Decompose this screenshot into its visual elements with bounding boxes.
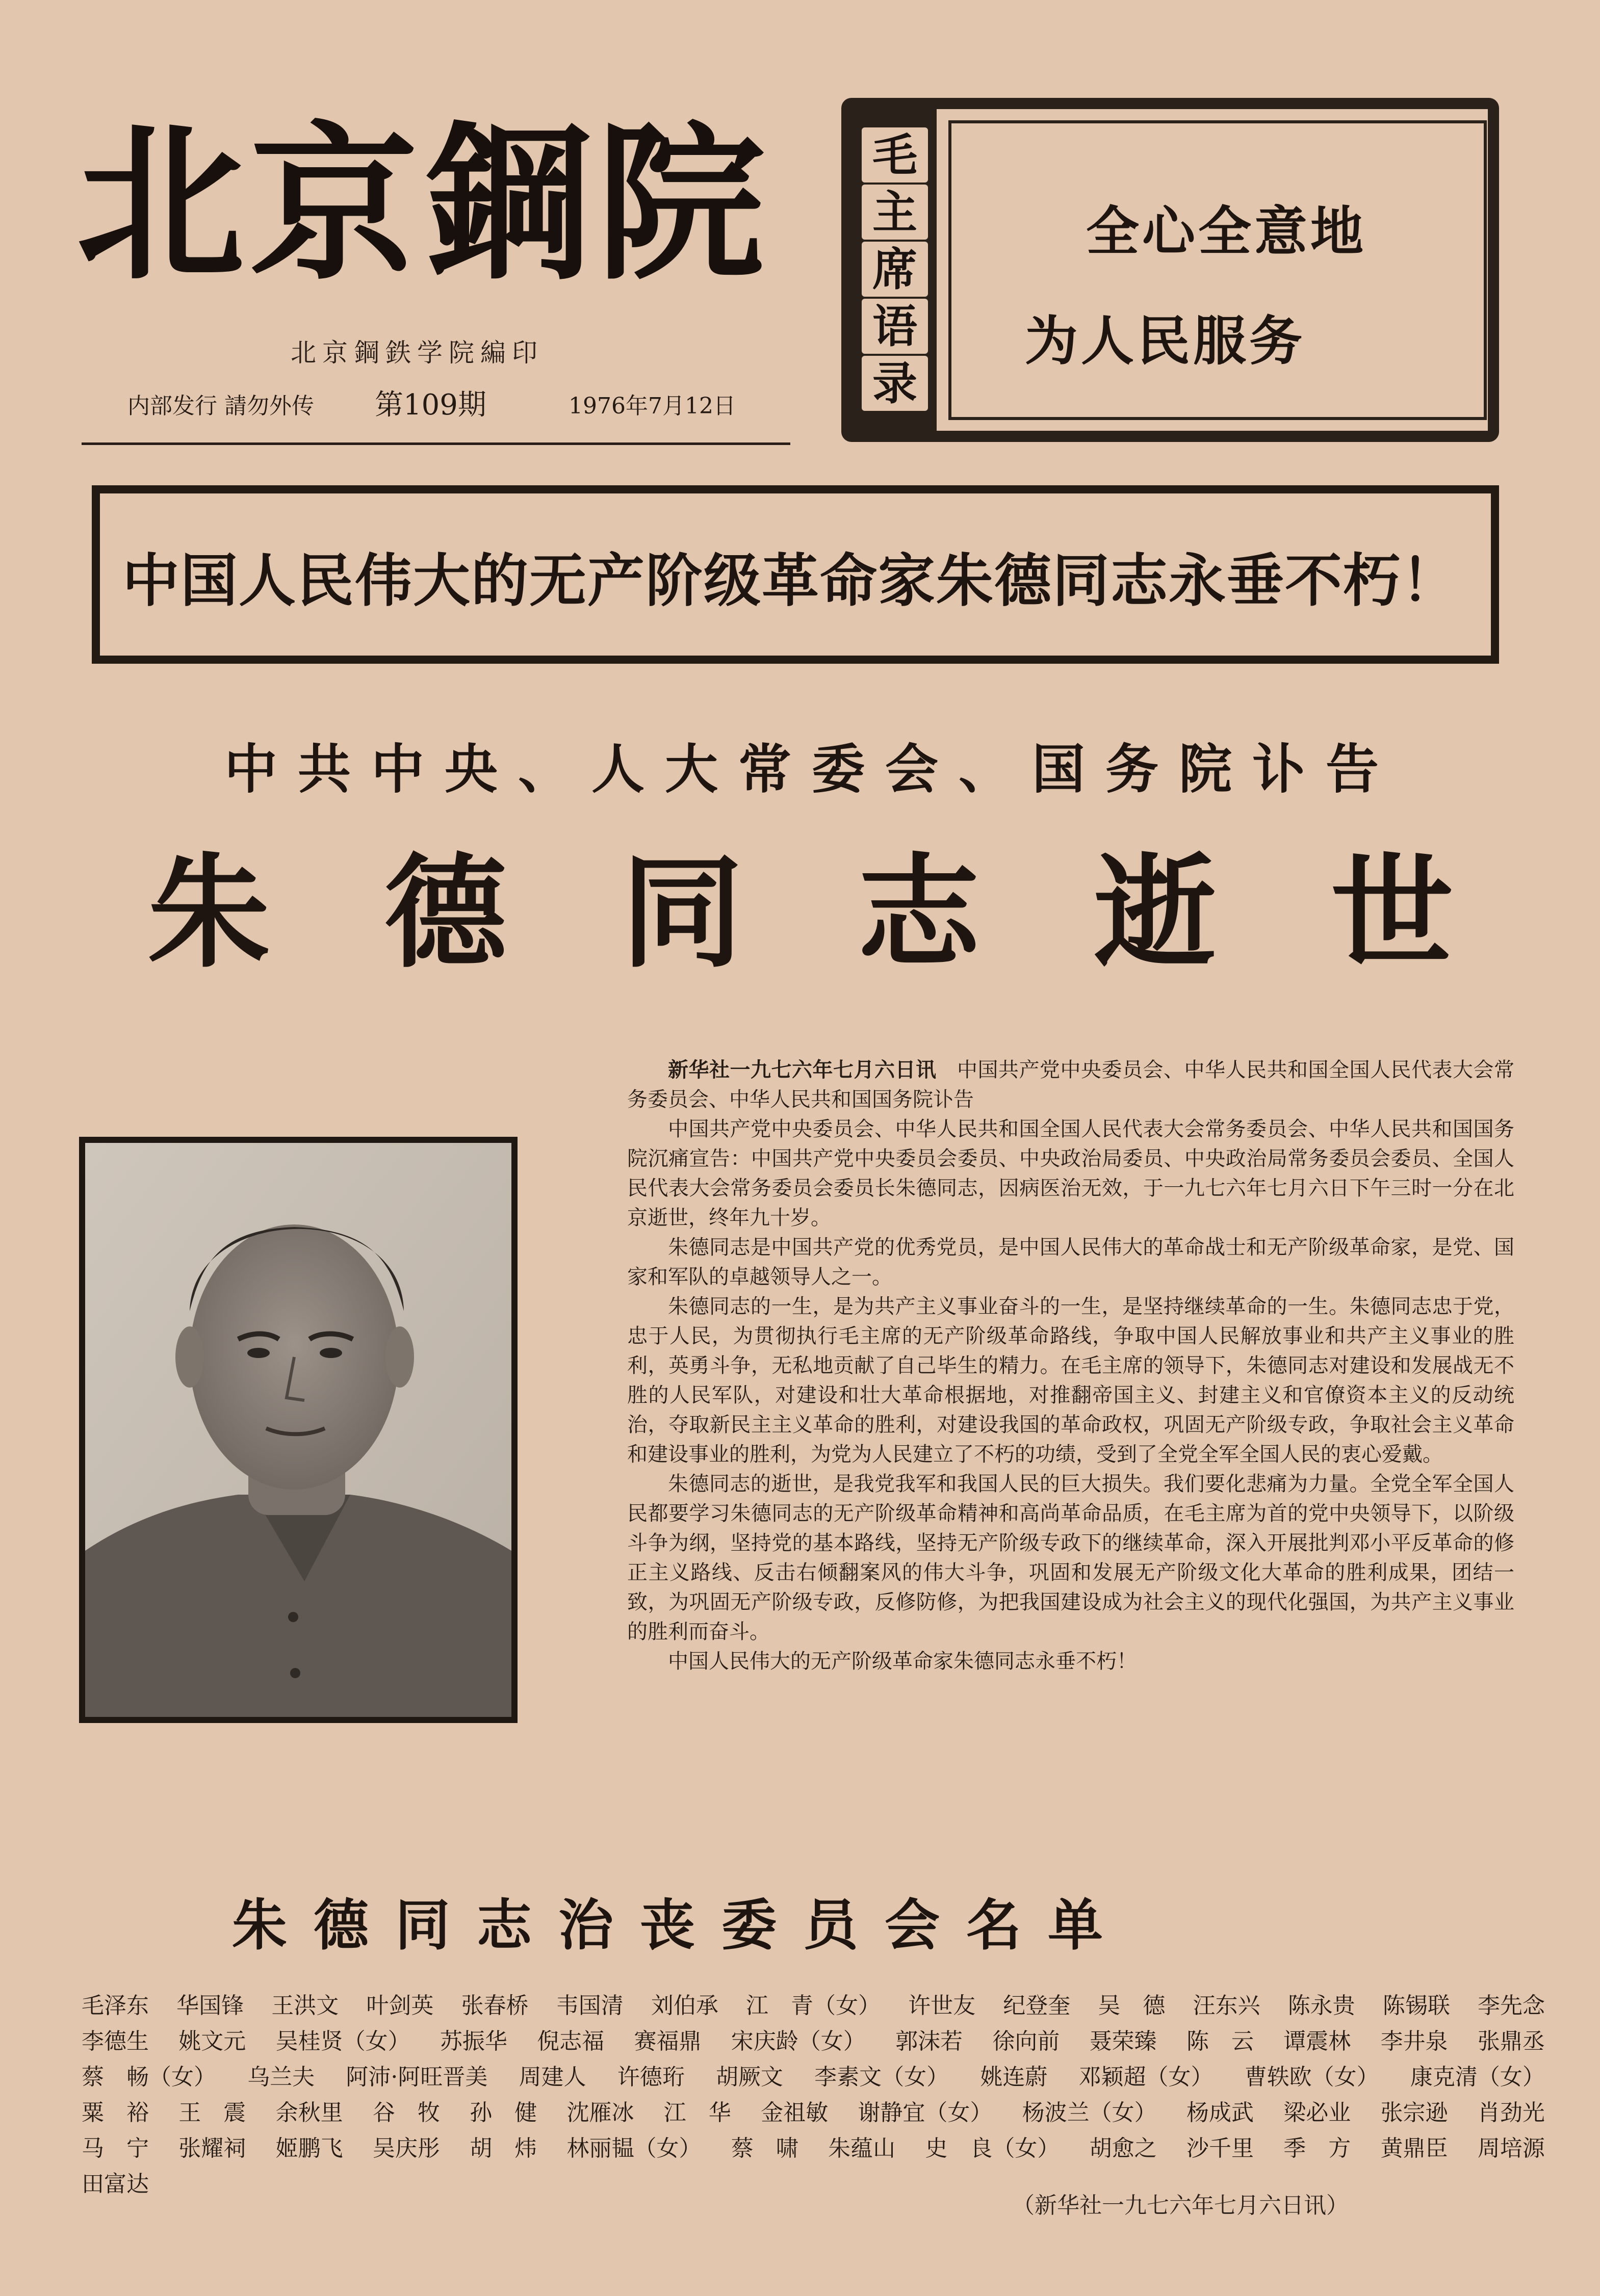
committee-member-name: 张耀祠 [178, 2135, 246, 2161]
committee-member-name: 宋庆龄（女） [731, 2028, 866, 2054]
subheadline: 中共中央、人大常委会、国务院讣告 [224, 738, 1400, 800]
portrait-photo [79, 1137, 518, 1723]
committee-member-name: 张春桥 [461, 1993, 529, 2019]
quotation-label-char: 主 [862, 185, 928, 240]
quotation-inner-frame [948, 120, 1487, 420]
committee-member-name: 金祖敏 [761, 2100, 829, 2126]
committee-member-name: 吴 德 [1098, 1993, 1166, 2019]
committee-row [82, 2095, 1545, 2131]
headline-char: 世 [1330, 841, 1453, 984]
committee-member-name: 史 良（女） [925, 2135, 1060, 2161]
committee-member-name: 田富达 [82, 2171, 149, 2197]
committee-member-name: 张宗逊 [1380, 2100, 1448, 2126]
committee-row [82, 2059, 1545, 2095]
committee-member-name: 王洪文 [271, 1993, 339, 2019]
committee-member-name: 毛泽东 [82, 1993, 149, 2019]
committee-member-name: 沙千里 [1186, 2135, 1254, 2161]
committee-member-name: 叶剑英 [366, 1993, 434, 2019]
headline-char: 逝 [1094, 841, 1217, 984]
article-lead: 中国共产党中央委员会、中华人民共和国全国人民代表大会常务委员会、中华人民共和国国务院讣告 [627, 1058, 1514, 1111]
committee-member-name: 蔡 畅（女） [82, 2064, 216, 2090]
committee-member-name: 梁必业 [1283, 2100, 1351, 2126]
committee-member-name: 粟 裕 [82, 2100, 149, 2126]
committee-member-name: 谷 牧 [372, 2100, 440, 2126]
committee-member-name: 康克清（女） [1410, 2064, 1545, 2090]
committee-member-name: 蔡 啸 [731, 2135, 798, 2161]
headline-char: 德 [384, 841, 507, 984]
committee-member-name: 李先念 [1477, 1993, 1545, 2019]
masthead-title: 北京鋼院 [76, 105, 770, 303]
article-paragraph: 朱德同志是中国共产党的优秀党员，是中国人民伟大的革命战士和无产阶级革命家，是党、国家和军队的卓越领导人之一。 [627, 1236, 1514, 1289]
issue-number: 第109期 [375, 388, 486, 422]
committee-member-name: 曹轶欧（女） [1244, 2064, 1379, 2090]
distribution-note: 内部发行 請勿外传 [127, 393, 314, 419]
committee-member-name: 赛福鼎 [634, 2028, 702, 2054]
quotation-line-2: 为人民服务 [1025, 309, 1306, 372]
committee-member-name: 许世友 [908, 1993, 976, 2019]
committee-member-name: 华国锋 [176, 1993, 244, 2019]
committee-member-name: 徐向前 [992, 2028, 1060, 2054]
committee-member-name: 张鼎丞 [1477, 2028, 1545, 2054]
issue-date: 1976年7月12日 [569, 393, 736, 419]
committee-row [82, 2024, 1545, 2059]
committee-member-name: 姬鹏飞 [275, 2135, 343, 2161]
committee-member-name: 肖劲光 [1477, 2100, 1545, 2126]
headline-char: 志 [857, 841, 980, 984]
committee-member-name: 陈永贵 [1287, 1993, 1355, 2019]
article-paragraph: 朱德同志的一生，是为共产主义事业奋斗的一生，是坚持继续革命的一生。朱德同志忠于党，忠于人民，为贯彻执行毛主席的无产阶级革命路线，争取中国人民解放事业和共产主义事业的胜利，英勇斗争，无私地贡献了自己毕生的精力。在毛主席的领导下，朱德同志对建设和发展战无不胜的人民军队，对建设和壮大革命根据地，对推翻帝国主义、封建主义和官僚资本主义的反动统治，夺取新民主主义革命的胜利，对建设我国的革命政权，巩固无产阶级专政，争取社会主义革命和建设事业的胜利，为党为人民建立了不朽的功绩，受到了全党全军全国人民的衷心爱戴。 [627, 1295, 1514, 1466]
committee-member-name: 倪志福 [537, 2028, 605, 2054]
quotation-line-1: 全心全意地 [1086, 200, 1367, 263]
quotation-label [862, 127, 928, 413]
committee-member-name: 刘伯承 [651, 1993, 718, 2019]
headline-char: 朱 [148, 841, 271, 984]
committee-member-name: 陈锡联 [1382, 1993, 1450, 2019]
committee-member-name: 周建人 [519, 2064, 586, 2090]
article-dateline: 新华社一九七六年七月六日讯 [668, 1058, 937, 1082]
article-paragraph: 朱德同志的逝世，是我党我军和我国人民的巨大损失。我们要化悲痛为力量。全党全军全国人民都要学习朱德同志的无产阶级革命精神和高尚革命品质，在毛主席为首的党中央领导下，以阶级斗争为纲，坚持党的基本路线，坚持无产阶级专政下的继续革命，深入开展批判邓小平反革命的修正主义路线、反击右倾翻案风的伟大斗争，巩固和发展无产阶级文化大革命的胜利成果，团结一致，为巩固无产阶级专政，反修防修，为把我国建设成为社会主义的现代化强国，为共产主义事业的胜利而奋斗。 [627, 1472, 1514, 1643]
committee-member-name: 王 震 [178, 2100, 246, 2126]
committee-member-name: 江 华 [663, 2100, 731, 2126]
committee-member-name: 韦国清 [556, 1993, 624, 2019]
committee-member-name: 沈雁冰 [566, 2100, 634, 2126]
portrait-image [85, 1143, 511, 1717]
committee-member-name: 胡厥文 [715, 2064, 783, 2090]
article-paragraph [627, 1055, 1514, 1114]
committee-member-name: 邓颖超（女） [1078, 2064, 1214, 2090]
committee-member-name: 吴桂贤（女） [275, 2028, 410, 2054]
committee-member-name: 周培源 [1477, 2135, 1545, 2161]
committee-member-name: 许德珩 [617, 2064, 685, 2090]
committee-member-name: 聂荣臻 [1089, 2028, 1157, 2054]
headline-char: 同 [621, 841, 743, 984]
committee-member-name: 胡 炜 [470, 2135, 537, 2161]
committee-member-name: 季 方 [1283, 2135, 1351, 2161]
committee-member-name: 李德生 [82, 2028, 149, 2054]
committee-member-name: 谢静宜（女） [858, 2100, 993, 2126]
committee-member-name: 杨波兰（女） [1022, 2100, 1157, 2126]
quotation-label-char: 毛 [862, 127, 928, 182]
committee-member-name: 胡愈之 [1089, 2135, 1157, 2161]
committee-member-name: 姚连蔚 [980, 2064, 1048, 2090]
masthead-rule [82, 442, 790, 445]
banner-slogan: 中国人民伟大的无产阶级革命家朱德同志永垂不朽！ [122, 548, 1459, 614]
committee-member-name: 姚文元 [178, 2028, 246, 2054]
committee-member-name: 朱蕴山 [828, 2135, 896, 2161]
obituary-article [627, 1055, 1514, 1676]
committee-member-name: 乌兰夫 [247, 2064, 315, 2090]
committee-member-name: 苏振华 [440, 2028, 507, 2054]
committee-row [82, 1988, 1545, 2024]
committee-member-name: 陈 云 [1186, 2028, 1254, 2054]
quotation-label-char: 语 [862, 299, 928, 354]
committee-row [82, 2131, 1545, 2167]
publisher-line: 北京鋼鉄学院編印 [291, 338, 544, 368]
committee-member-name: 马 宁 [82, 2135, 149, 2161]
committee-member-name: 谭震林 [1283, 2028, 1351, 2054]
quotation-label-char: 席 [862, 242, 928, 297]
committee-member-name: 汪东兴 [1193, 1993, 1260, 2019]
committee-member-name: 阿沛·阿旺晋美 [346, 2064, 488, 2090]
article-paragraph: 中国共产党中央委员会、中华人民共和国全国人民代表大会常务委员会、中华人民共和国国务院沉痛宣告：中国共产党中央委员会委员、中央政治局委员、中央政治局常务委员会委员、全国人民代表大会常务委员会委员长朱德同志，因病医治无效，于一九七六年七月六日下午三时一分在北京逝世，终年九十岁。 [627, 1117, 1514, 1230]
committee-member-name: 黄鼎臣 [1380, 2135, 1448, 2161]
committee-member-name: 孙 健 [470, 2100, 537, 2126]
committee-name-list [82, 1988, 1545, 2202]
committee-member-name: 郭沫若 [895, 2028, 963, 2054]
committee-member-name: 江 青（女） [745, 1993, 881, 2019]
article-paragraph: 中国人民伟大的无产阶级革命家朱德同志永垂不朽！ [668, 1650, 1137, 1673]
committee-member-name: 林丽韫（女） [566, 2135, 702, 2161]
committee-member-name: 李井泉 [1380, 2028, 1448, 2054]
news-credit: （新华社一九七六年七月六日讯） [1012, 2193, 1349, 2219]
committee-member-name: 纪登奎 [1003, 1993, 1071, 2019]
main-headline [148, 841, 1453, 984]
committee-member-name: 吴庆彤 [372, 2135, 440, 2161]
quotation-label-char: 录 [862, 356, 928, 411]
committee-member-name: 余秋里 [275, 2100, 343, 2126]
committee-title: 朱德同志治丧委员会名单 [232, 1893, 1130, 1958]
committee-member-name: 杨成武 [1186, 2100, 1254, 2126]
committee-member-name: 李素文（女） [814, 2064, 949, 2090]
